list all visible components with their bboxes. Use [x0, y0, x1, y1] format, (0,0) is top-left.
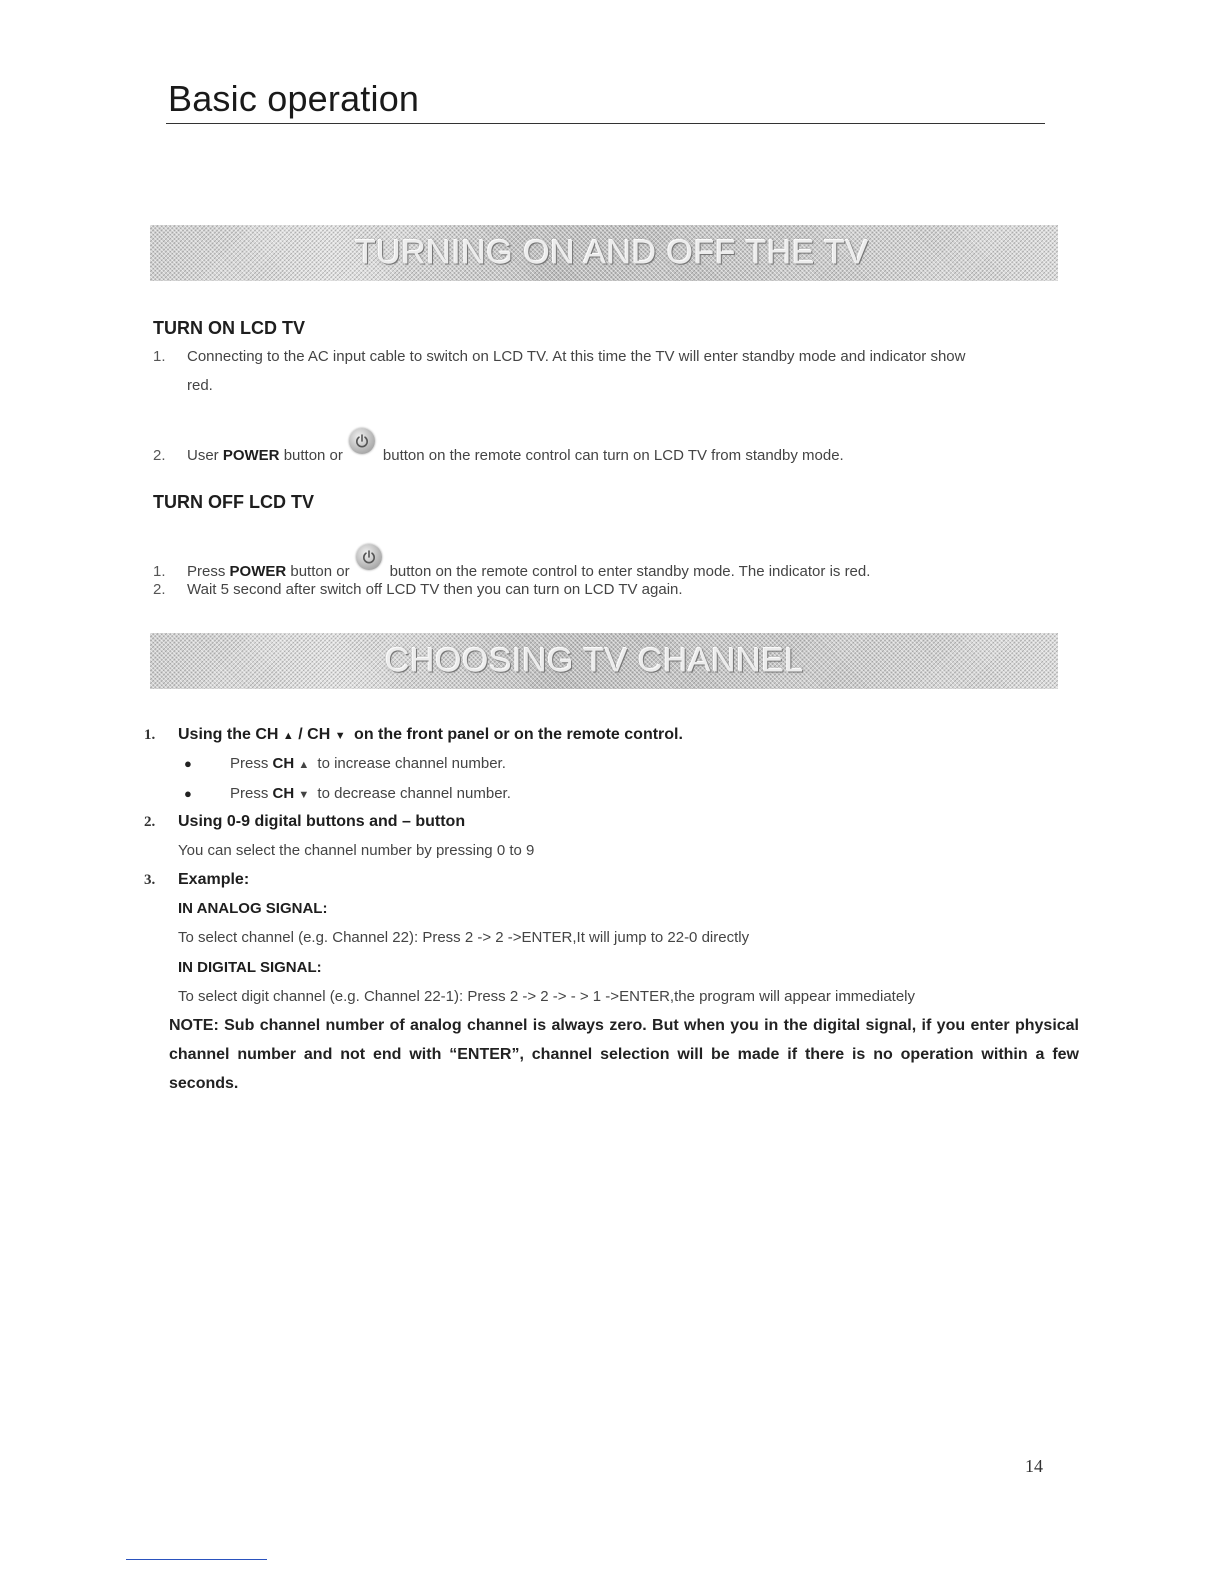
item-text: Wait 5 second after switch off LCD TV then you can turn on LCD TV again. [187, 581, 683, 598]
page-title: Basic operation [168, 78, 420, 119]
down-arrow-icon: ▼ [334, 730, 346, 742]
item-number: 2. [153, 581, 166, 598]
item-number: 3. [144, 872, 156, 888]
turn-on-item-1-cont: red. [187, 377, 213, 394]
bullet-icon: ● [184, 786, 192, 801]
channel-item-2-heading: 2. Using 0-9 digital buttons and – button [144, 807, 465, 837]
section-banner-choosing-channel [150, 633, 1058, 689]
item-number: 1. [153, 348, 166, 365]
bullet-increase: ● Press CH ▲ to increase channel number. [176, 749, 506, 780]
channel-item-1-heading: 1. Using the CH ▲ / CH ▼ on the front panel or on the remote control. [144, 720, 683, 751]
item-text: Connecting to the AC input cable to switch on LCD TV. At this time the TV will enter standby mode and indicator show [187, 348, 966, 365]
item-number: 1. [144, 727, 156, 743]
banner-title: TURNING ON AND OFF THE TV [355, 233, 869, 272]
power-icon [356, 544, 382, 570]
analog-signal-label: IN ANALOG SIGNAL: [178, 900, 328, 917]
up-arrow-icon: ▲ [282, 730, 294, 742]
banner-title: CHOOSING TV CHANNEL [385, 641, 804, 680]
power-key-label: POWER [229, 563, 287, 580]
page-number: 14 [1025, 1456, 1043, 1476]
channel-item-2-text: You can select the channel number by pressing 0 to 9 [178, 842, 535, 859]
bullet-icon: ● [184, 756, 192, 771]
channel-item-3-heading: 3. Example: [144, 865, 249, 895]
section-banner-turning-on-off [150, 225, 1058, 281]
down-arrow-icon: ▼ [298, 789, 310, 801]
turn-off-heading: TURN OFF LCD TV [153, 492, 314, 512]
analog-signal-text: To select channel (e.g. Channel 22): Press 2 -> 2 ->ENTER,It will jump to 22-0 directly [178, 929, 750, 946]
turn-on-heading: TURN ON LCD TV [153, 318, 305, 338]
turn-off-item-2 [153, 575, 683, 604]
power-icon [349, 428, 375, 454]
item-number: 2. [144, 814, 156, 830]
bullet-decrease: ● Press CH ▼ to decrease channel number. [176, 779, 511, 810]
turn-on-item-1 [153, 342, 965, 371]
digital-signal-text: To select digit channel (e.g. Channel 22-1): Press 2 -> 2 -> - > 1 ->ENTER,the program will appear immediately [178, 988, 916, 1005]
item-number: 2. [153, 447, 166, 464]
item-number: 1. [153, 563, 166, 580]
turn-off-item-1: 1. Press POWER button or button on the remote control to enter standby mode. The indicator is red. [153, 544, 870, 586]
digital-signal-label: IN DIGITAL SIGNAL: [178, 959, 322, 976]
turn-on-item-2: 2. User POWER button or button on the remote control can turn on LCD TV from standby mode. [153, 428, 844, 470]
power-key-label: POWER [222, 447, 280, 464]
up-arrow-icon: ▲ [298, 759, 310, 771]
title-rule [166, 123, 1045, 124]
footer-line [126, 1559, 267, 1560]
note-paragraph: NOTE: Sub channel number of analog channel is always zero. But when you in the digital signal, if you enter physical channel number and not end with “ENTER”, channel selection will be made if there is no operation within a few seconds. [169, 1017, 1079, 1092]
